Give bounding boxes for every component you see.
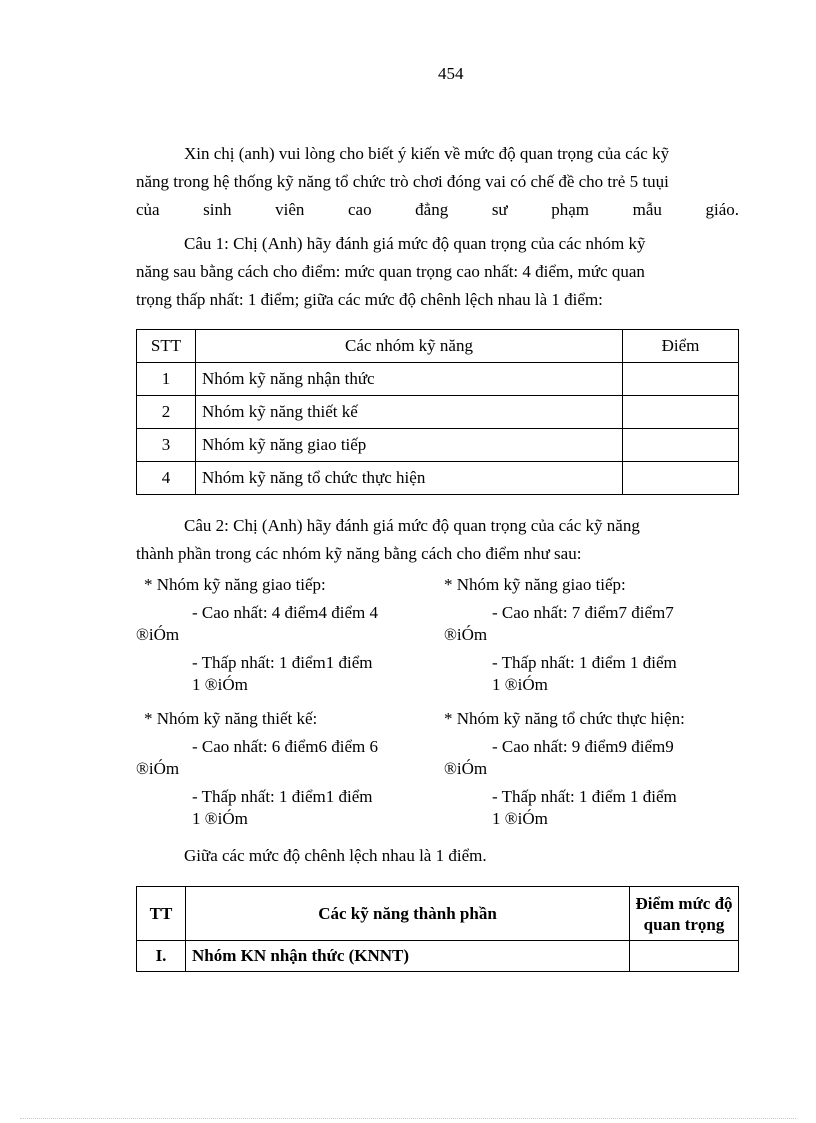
group-high: - Cao nhất: 6 điểm6 điểm 6 — [192, 737, 379, 756]
row-component-skill: Nhóm KN nhận thức (KNNT) — [186, 941, 630, 972]
row-tt: I. — [137, 941, 186, 972]
question-1 — [136, 230, 739, 314]
score-cell[interactable] — [623, 396, 739, 429]
row-skill-group: Nhóm kỹ năng thiết kế — [196, 396, 623, 429]
question-2 — [136, 512, 739, 568]
page-number: 454 — [438, 64, 464, 83]
header-component-skills: Các kỹ năng thành phần — [186, 887, 630, 941]
group-title: * Nhóm kỹ năng thiết kế: — [144, 709, 318, 728]
intro-paragraph — [136, 140, 739, 224]
table-row — [137, 941, 739, 972]
group-low-tail: 1 ®iÓm — [492, 809, 548, 828]
group-high-tail: ®iÓm — [136, 625, 180, 644]
group-high-tail: ®iÓm — [444, 625, 488, 644]
question-2-line-2: thành phần trong các nhóm kỹ năng bằng cách cho điểm như sau: — [136, 544, 582, 563]
group-low-tail: 1 ®iÓm — [192, 675, 248, 694]
group-high-tail: ®iÓm — [136, 759, 180, 778]
header-score: Điểm — [623, 330, 739, 363]
group-high-tail: ®iÓm — [444, 759, 488, 778]
row-stt: 1 — [137, 363, 196, 396]
row-skill-group: Nhóm kỹ năng giao tiếp — [196, 429, 623, 462]
importance-cell[interactable] — [630, 941, 739, 972]
row-stt: 3 — [137, 429, 196, 462]
group-low: - Thấp nhất: 1 điểm 1 điểm — [492, 787, 677, 806]
group-high: - Cao nhất: 9 điểm9 điểm9 — [492, 737, 674, 756]
table-row — [137, 396, 739, 429]
group-low: - Thấp nhất: 1 điểm 1 điểm — [492, 653, 677, 672]
question-1-line-2: năng sau bằng cách cho điểm: mức quan trọng cao nhất: 4 điểm, mức quan — [136, 262, 645, 281]
table-row — [137, 462, 739, 495]
page-bottom-divider — [20, 1118, 796, 1119]
intro-line-2: năng trong hệ thống kỹ năng tổ chức trò chơi đóng vai có chế đề cho trẻ 5 tuụi — [136, 172, 669, 191]
group-title: * Nhóm kỹ năng giao tiếp: — [144, 575, 326, 594]
row-stt: 2 — [137, 396, 196, 429]
group-title: * Nhóm kỹ năng giao tiếp: — [444, 575, 626, 594]
score-cell[interactable] — [623, 429, 739, 462]
group-title: * Nhóm kỹ năng tổ chức thực hiện: — [444, 709, 685, 728]
score-cell[interactable] — [623, 462, 739, 495]
header-importance-line-2: quan trọng — [643, 914, 725, 934]
group-communication-left — [136, 574, 424, 696]
group-low: - Thấp nhất: 1 điểm1 điểm — [192, 787, 373, 806]
table-header-row — [137, 330, 739, 363]
header-tt: TT — [137, 887, 186, 941]
intro-line-3: của sinh viên cao đẳng sư phạm mẫu giáo. — [136, 200, 739, 219]
table-row — [137, 429, 739, 462]
group-high: - Cao nhất: 4 điểm4 điểm 4 — [192, 603, 379, 622]
score-cell[interactable] — [623, 363, 739, 396]
header-stt: STT — [137, 330, 196, 363]
group-low: - Thấp nhất: 1 điểm1 điểm — [192, 653, 373, 672]
header-importance — [630, 887, 739, 941]
group-organization — [444, 708, 744, 830]
row-stt: 4 — [137, 462, 196, 495]
header-importance-line-1: Điểm mức độ — [635, 893, 733, 913]
question-1-line-3: trọng thấp nhất: 1 điểm; giữa các mức độ chênh lệch nhau là 1 điểm: — [136, 290, 603, 309]
table-header-row — [137, 887, 739, 941]
intro-line-1: Xin chị (anh) vui lòng cho biết ý kiến về mức độ quan trọng của các kỹ — [184, 144, 670, 163]
question-1-line-1: Câu 1: Chị (Anh) hãy đánh giá mức độ quan trọng của các nhóm kỹ — [184, 234, 646, 253]
row-skill-group: Nhóm kỹ năng tổ chức thực hiện — [196, 462, 623, 495]
group-low-tail: 1 ®iÓm — [192, 809, 248, 828]
table-row — [137, 363, 739, 396]
skill-groups-table — [136, 329, 739, 495]
question-2-line-1: Câu 2: Chị (Anh) hãy đánh giá mức độ quan trọng của các kỹ năng — [184, 516, 640, 535]
row-skill-group: Nhóm kỹ năng nhận thức — [196, 363, 623, 396]
component-skills-table — [136, 886, 739, 972]
group-high: - Cao nhất: 7 điểm7 điểm7 — [492, 603, 674, 622]
group-low-tail: 1 ®iÓm — [492, 675, 548, 694]
group-design — [136, 708, 424, 830]
group-communication-right — [444, 574, 744, 696]
header-skill-groups: Các nhóm kỹ năng — [196, 330, 623, 363]
difference-note: Giữa các mức độ chênh lệch nhau là 1 điểm. — [184, 846, 487, 865]
